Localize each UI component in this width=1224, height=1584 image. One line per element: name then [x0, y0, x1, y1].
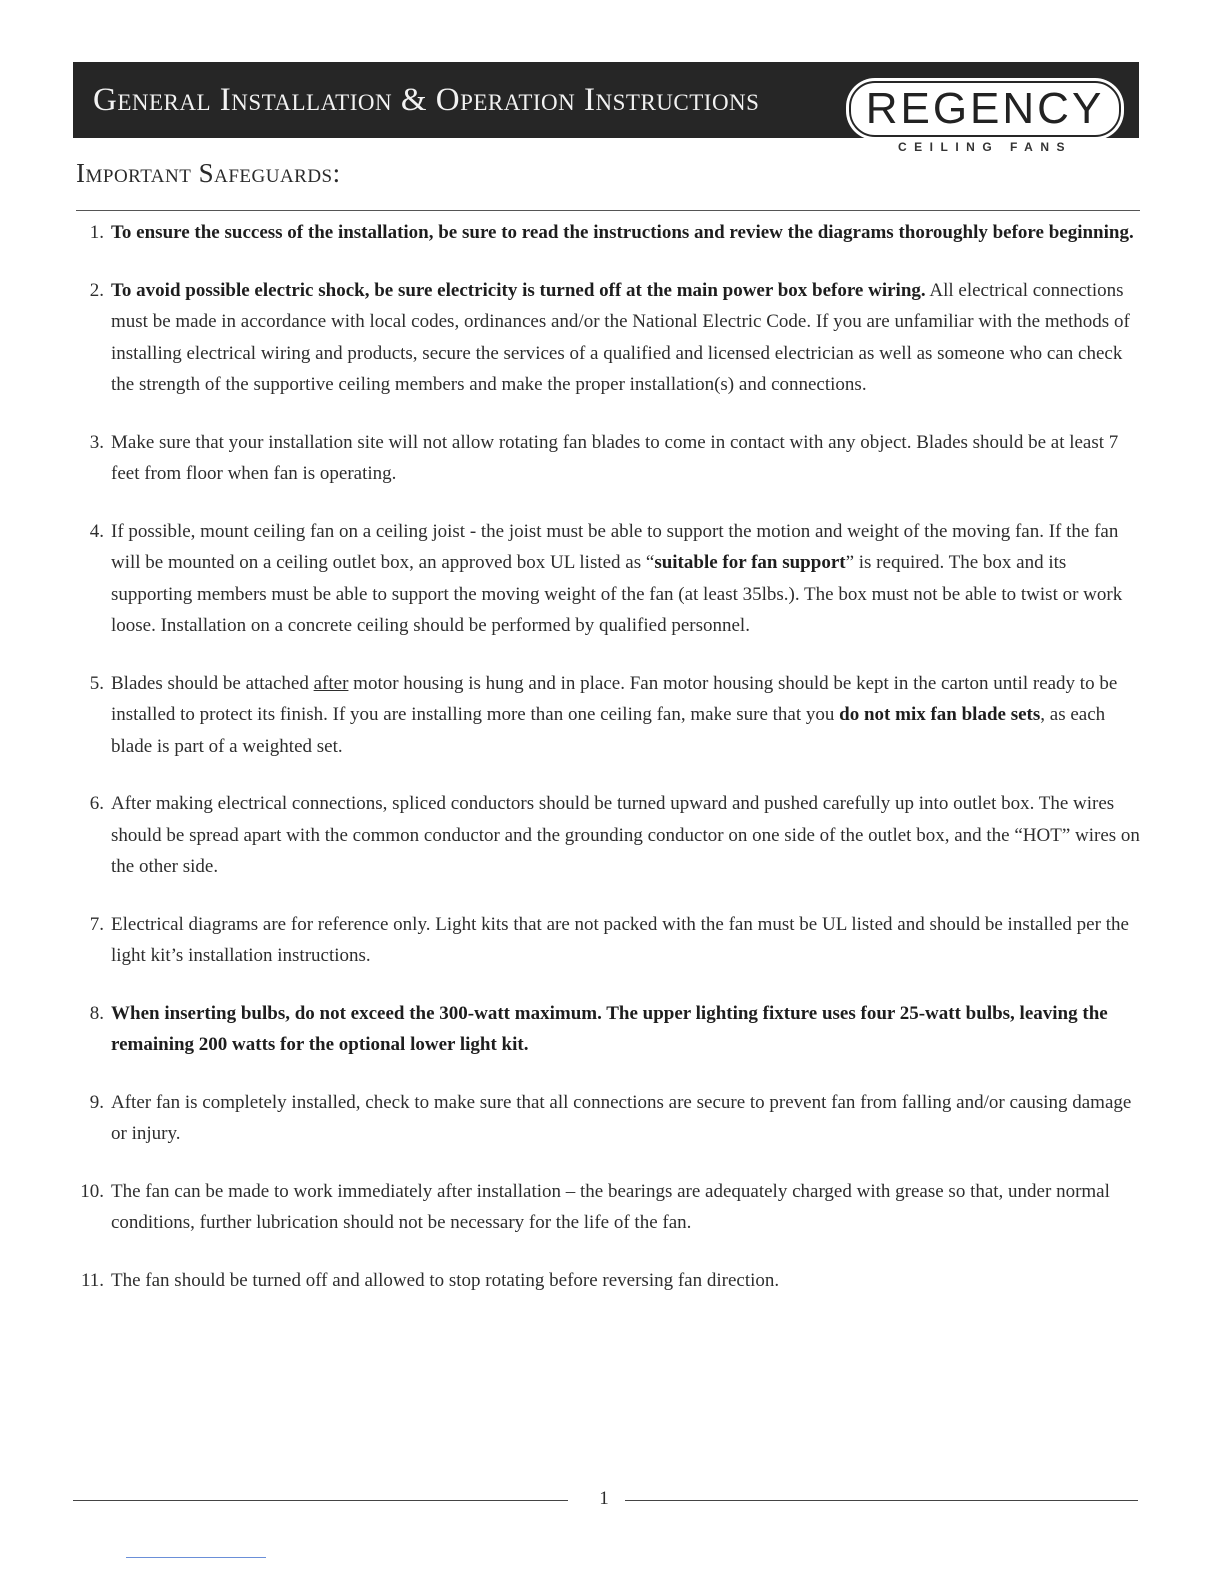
item-number: 9.: [89, 1091, 104, 1113]
list-item: [76, 1265, 1140, 1297]
item-text: The fan should be turned off and allowed to stop rotating before reversing fan direction.: [111, 1269, 780, 1291]
page-number: 1: [599, 1488, 609, 1509]
footer-blue-line: [126, 1557, 266, 1558]
logo-subtext: CEILING FANS: [898, 140, 1073, 154]
list-item: [76, 516, 1140, 642]
section-divider: [76, 210, 1140, 211]
item-number: 7.: [89, 913, 104, 935]
item-bold-text: To ensure the success of the installation, be sure to read the instructions and review the diagrams thoroughly before beginning.: [111, 222, 1134, 243]
list-item: [76, 668, 1140, 763]
item-text: If possible, mount ceiling fan on a ceiling joist - the joist must be able to support the motion and weight of the moving fan. If the fan will be mounted on a ceiling outlet box, an approved box UL listed as “: [111, 520, 1119, 573]
item-number: 2.: [89, 279, 104, 301]
item-bold-text: When inserting bulbs, do not exceed the 300-watt maximum. The upper lighting fixture uses four 25-watt bulbs, leaving the remaining 200 watts for the optional lower light kit.: [111, 1002, 1108, 1055]
item-bold-text: To avoid possible electric shock, be sure electricity is turned off at the main power box before wiring.: [111, 279, 926, 301]
item-number: 4.: [89, 520, 104, 542]
list-item: [76, 788, 1140, 883]
item-bold-text: suitable for fan support: [654, 552, 846, 573]
item-text: motor housing is hung and in place. Fan motor housing should be kept in the carton until ready to be installed to protect its finish. If you are installing more than one ceiling fan, make sure that you: [111, 672, 1118, 725]
item-underlined-text: after: [313, 672, 349, 694]
item-number: 1.: [89, 222, 104, 243]
item-bold-text: do not mix fan blade sets: [839, 704, 1041, 725]
item-text: Make sure that your installation site will not allow rotating fan blades to come in contact with any object. Blades should be at least 7 feet from floor when fan is operating.: [111, 431, 1119, 484]
list-item: [76, 1087, 1140, 1150]
list-item: [76, 275, 1140, 401]
list-item: [76, 998, 1140, 1061]
item-number: 10.: [80, 1180, 104, 1202]
footer-rule-left: [73, 1500, 568, 1501]
item-number: 5.: [89, 672, 104, 694]
item-number: 6.: [89, 793, 104, 814]
item-text: Blades should be attached: [111, 672, 314, 694]
item-text: After fan is completely installed, check to make sure that all connections are secure to prevent fan from falling and/or causing damage or injury.: [111, 1091, 1132, 1144]
item-text: ” is required. The box and its supporting members must be able to support the moving weight of the fan (at least 35lbs.). The box must not be able to twist or work loose. Installation on a concrete ceiling should be performed by qualified personnel.: [111, 552, 1123, 636]
regency-logo: [849, 81, 1121, 137]
logo-text: REGENCY: [865, 84, 1105, 133]
list-item: [76, 217, 1140, 249]
document-title: General Installation & Operation Instructions: [93, 82, 760, 118]
list-item: [76, 427, 1140, 490]
item-number: 11.: [80, 1269, 104, 1291]
item-text: After making electrical connections, spliced conductors should be turned upward and pushed carefully up into outlet box. The wires should be spread apart with the common conductor and the grounding conductor on one side of the outlet box, and the “HOT” wires on the other side.: [111, 793, 1140, 877]
item-text: , as each blade is part of a weighted set.: [111, 704, 1106, 757]
list-item: [76, 909, 1140, 972]
safeguards-list: [76, 215, 1140, 1296]
item-number: 3.: [89, 431, 104, 453]
section-title: Important Safeguards:: [76, 158, 341, 188]
header-bar: [73, 62, 1139, 138]
list-item: [76, 1176, 1140, 1239]
item-text: The fan can be made to work immediately after installation – the bearings are adequately charged with grease so that, under normal conditions, further lubrication should not be necessary for the life of the fan.: [111, 1180, 1110, 1233]
item-text: All electrical connections must be made in accordance with local codes, ordinances and/or the National Electric Code. If you are unfamiliar with the methods of installing electrical wiring and products, secure the services of a qualified and licensed electrician as well as someone who can check the strength of the supportive ceiling members and make the proper installation(s) and connections.: [111, 279, 1130, 395]
footer-rule-right: [625, 1500, 1138, 1501]
item-number: 8.: [89, 1002, 104, 1024]
item-text: Electrical diagrams are for reference only. Light kits that are not packed with the fan must be UL listed and should be installed per the light kit’s installation instructions.: [111, 913, 1129, 966]
